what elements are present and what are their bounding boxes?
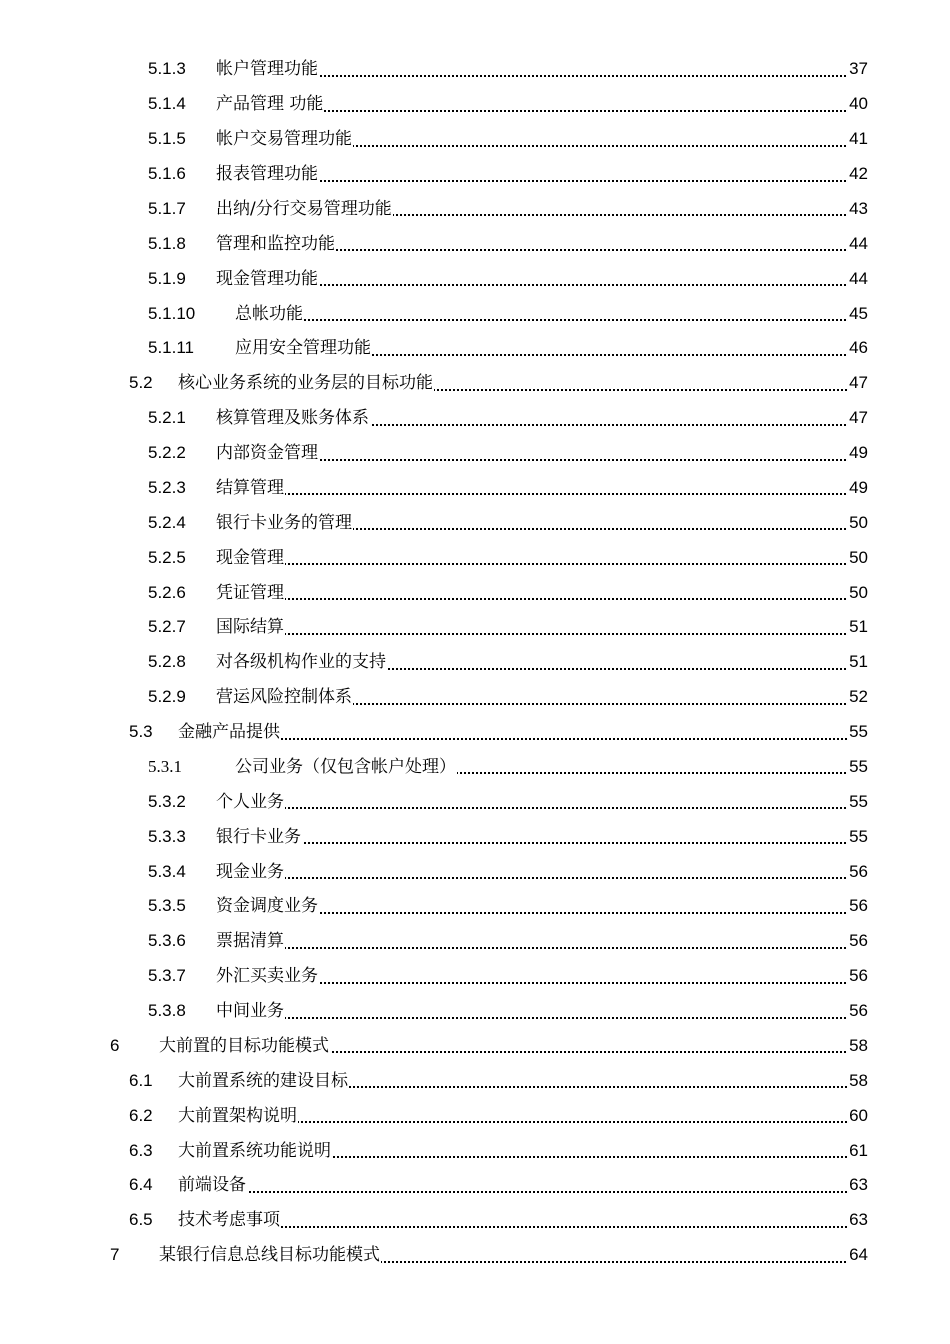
toc-entry[interactable] [0,680,950,715]
toc-entry[interactable] [0,226,950,261]
toc-entry-title: 外汇买卖业务 [216,966,318,987]
toc-entry[interactable] [0,505,950,540]
toc-entry-title: 金融产品提供 [178,722,280,743]
toc-entry-number: 5.1.9 [148,268,186,288]
toc-entry-page-number: 42 [849,164,868,184]
toc-entry-page-number: 50 [849,582,868,602]
toc-entry-page-number: 56 [849,1001,868,1021]
toc-entry-page-number: 56 [849,896,868,916]
toc-dot-leader [235,319,866,321]
toc-entry-page-number: 60 [849,1105,868,1125]
toc-entry-page-number: 55 [849,722,868,742]
toc-entry[interactable] [0,1063,950,1098]
toc-entry-title: 核心业务系统的业务层的目标功能 [178,373,433,394]
toc-entry-number: 5.3.2 [148,791,186,811]
toc-entry-title: 现金管理功能 [216,268,318,289]
toc-dot-leader [178,1191,866,1193]
toc-entry-number: 5.2.2 [148,443,186,463]
toc-entry-number: 5.1.5 [148,129,186,149]
toc-entry-number: 5.2.1 [148,408,186,428]
toc-entry-page-number: 56 [849,861,868,881]
toc-entry-title: 前端设备 [178,1175,246,1196]
toc-entry-number: 5.1.10 [148,303,196,323]
toc-entry-number: 5.3.6 [148,931,186,951]
toc-entry-number: 5.1.6 [148,164,186,184]
toc-entry-title: 帐户管理功能 [216,59,318,80]
toc-entry-page-number: 49 [849,443,868,463]
toc-entry-number: 5.2 [129,373,153,393]
toc-entry-page-number: 55 [849,826,868,846]
toc-entry-page-number: 64 [849,1245,868,1265]
toc-dot-leader [216,1017,866,1019]
toc-entry-title: 资金调度业务 [216,896,318,917]
toc-entry[interactable] [0,1029,950,1064]
toc-entry-title: 结算管理 [216,477,284,498]
toc-entry-title: 管理和监控功能 [216,233,335,254]
toc-entry-title: 报表管理功能 [216,164,318,185]
toc-dot-leader [216,947,866,949]
toc-entry[interactable] [0,959,950,994]
toc-entry-title: 大前置系统功能说明 [178,1140,331,1161]
toc-entry[interactable] [0,889,950,924]
toc-entry-title: 现金业务 [216,861,284,882]
toc-entry-number: 5.2.6 [148,582,186,602]
toc-entry-number: 5.1.3 [148,59,186,79]
toc-entry-page-number: 61 [849,1140,868,1160]
toc-entry-page-number: 51 [849,652,868,672]
toc-entry-title: 总帐功能 [235,303,303,324]
toc-dot-leader [216,493,866,495]
toc-entry-page-number: 50 [849,547,868,567]
toc-dot-leader [216,598,866,600]
toc-entry[interactable] [0,261,950,296]
toc-entry[interactable] [0,157,950,192]
toc-entry-page-number: 63 [849,1210,868,1230]
toc-entry-title: 技术考虑事项 [178,1210,280,1231]
toc-entry[interactable] [0,87,950,122]
toc-entry-title: 帐户交易管理功能 [216,129,352,150]
toc-entry-page-number: 58 [849,1070,868,1090]
toc-entry[interactable] [0,575,950,610]
table-of-contents [0,52,950,1273]
toc-entry[interactable] [0,366,950,401]
toc-entry-title: 应用安全管理功能 [235,338,371,359]
toc-entry[interactable] [0,854,950,889]
toc-entry[interactable] [0,1203,950,1238]
toc-entry-page-number: 44 [849,233,868,253]
toc-entry-title: 大前置系统的建设目标 [178,1070,348,1091]
toc-entry-page-number: 47 [849,373,868,393]
toc-entry-number: 6.5 [129,1210,153,1230]
toc-entry-title: 现金管理 [216,547,284,568]
toc-entry-page-number: 63 [849,1175,868,1195]
toc-entry-number: 7 [110,1245,120,1265]
toc-entry[interactable] [0,1238,950,1273]
toc-entry-number: 5.3.7 [148,966,186,986]
toc-entry-number: 6.3 [129,1140,153,1160]
toc-entry-title: 大前置的目标功能模式 [159,1035,329,1056]
toc-entry[interactable] [0,784,950,819]
toc-entry[interactable] [0,401,950,436]
toc-entry[interactable] [0,1168,950,1203]
toc-entry-page-number: 56 [849,966,868,986]
toc-entry-title: 营运风险控制体系 [216,687,352,708]
toc-entry[interactable] [0,750,950,785]
toc-dot-leader [216,842,866,844]
toc-entry-title: 银行卡业务 [216,826,301,847]
toc-entry-number: 5.2.5 [148,547,186,567]
toc-entry-title: 银行卡业务的管理 [216,512,352,533]
toc-entry[interactable] [0,540,950,575]
toc-entry-title: 个人业务 [216,791,284,812]
toc-entry-title: 公司业务（仅包含帐户处理） [235,756,456,777]
toc-entry-number: 6.1 [129,1070,153,1090]
toc-dot-leader [216,563,866,565]
toc-entry-page-number: 44 [849,268,868,288]
toc-dot-leader [178,738,866,740]
toc-dot-leader [178,1226,866,1228]
toc-entry-title: 凭证管理 [216,582,284,603]
toc-entry-title: 某银行信息总线目标功能模式 [159,1245,380,1266]
toc-entry-page-number: 43 [849,198,868,218]
toc-dot-leader [216,877,866,879]
toc-entry[interactable] [0,645,950,680]
toc-entry[interactable] [0,52,950,87]
toc-entry-title: 产品管理 功能 [216,94,324,115]
toc-entry-number: 6.2 [129,1105,153,1125]
toc-entry-number: 6 [110,1035,120,1055]
toc-entry-page-number: 55 [849,791,868,811]
toc-entry[interactable] [0,471,950,506]
toc-dot-leader [216,633,866,635]
toc-entry-number: 5.1.7 [148,198,186,218]
toc-entry-page-number: 41 [849,129,868,149]
toc-entry-title: 对各级机构作业的支持 [216,652,386,673]
toc-entry-number: 5.2.7 [148,617,186,637]
toc-entry-title: 国际结算 [216,617,284,638]
toc-entry-page-number: 40 [849,94,868,114]
toc-entry[interactable] [0,715,950,750]
toc-entry-page-number: 56 [849,931,868,951]
toc-entry-number: 5.3.5 [148,896,186,916]
toc-entry-page-number: 37 [849,59,868,79]
toc-entry-number: 5.3.8 [148,1001,186,1021]
toc-entry-number: 5.2.4 [148,512,186,532]
toc-entry[interactable] [0,924,950,959]
toc-entry-page-number: 52 [849,687,868,707]
toc-entry-number: 6.4 [129,1175,153,1195]
toc-entry-number: 5.1.8 [148,233,186,253]
toc-dot-leader [216,807,866,809]
toc-entry-number: 5.3 [129,722,153,742]
toc-entry-number: 5.2.8 [148,652,186,672]
toc-entry-page-number: 50 [849,512,868,532]
toc-entry-page-number: 55 [849,756,868,776]
toc-entry[interactable] [0,994,950,1029]
toc-entry-page-number: 49 [849,477,868,497]
toc-entry-number: 5.3.4 [148,861,186,881]
toc-entry-page-number: 58 [849,1035,868,1055]
toc-entry-number: 5.1.4 [148,94,186,114]
toc-entry-number: 5.2.9 [148,687,186,707]
toc-entry[interactable] [0,296,950,331]
toc-entry[interactable] [0,610,950,645]
toc-entry-page-number: 45 [849,303,868,323]
toc-entry-number: 5.3.1 [148,756,182,776]
toc-entry-title: 中间业务 [216,1001,284,1022]
toc-entry-page-number: 47 [849,408,868,428]
toc-entry[interactable] [0,1098,950,1133]
toc-entry-page-number: 51 [849,617,868,637]
toc-entry-number: 5.2.3 [148,477,186,497]
toc-entry-page-number: 46 [849,338,868,358]
toc-entry[interactable] [0,192,950,227]
toc-entry[interactable] [0,819,950,854]
toc-entry[interactable] [0,122,950,157]
toc-entry[interactable] [0,331,950,366]
toc-entry[interactable] [0,436,950,471]
toc-entry[interactable] [0,1133,950,1168]
toc-entry-number: 5.1.11 [148,338,195,358]
toc-entry-title: 大前置架构说明 [178,1105,297,1126]
toc-entry-number: 5.3.3 [148,826,186,846]
toc-entry-title: 内部资金管理 [216,443,318,464]
toc-entry-title: 票据清算 [216,931,284,952]
toc-entry-title: 核算管理及账务体系 [216,408,369,429]
toc-entry-title: 出纳/分行交易管理功能 [216,198,392,219]
